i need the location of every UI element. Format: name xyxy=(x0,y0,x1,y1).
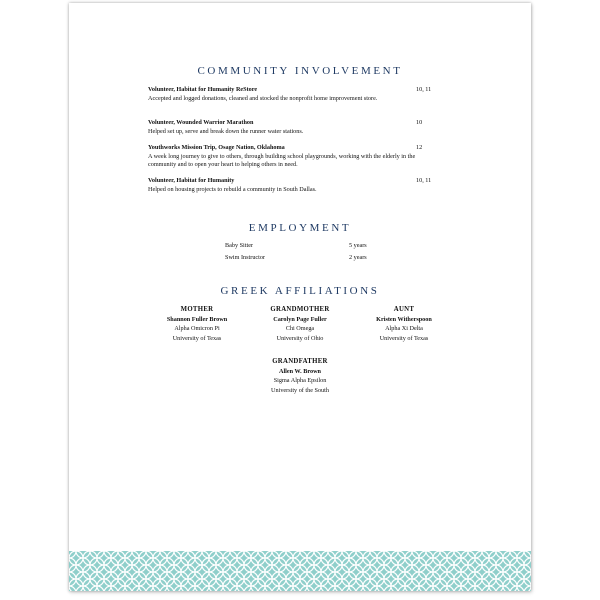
school: University of Texas xyxy=(379,334,429,342)
entry-years: 12 xyxy=(416,144,423,151)
school: University of the South xyxy=(271,386,329,394)
employment-heading: EMPLOYMENT xyxy=(248,222,352,234)
greek-affiliation xyxy=(142,305,252,343)
entry-description: Helped on housing projects to rebuild a community in South Dallas. xyxy=(148,186,317,193)
relation-label: GRANDMOTHER xyxy=(270,306,330,313)
entry-years: 10, 11 xyxy=(416,177,432,184)
relation-label: MOTHER xyxy=(180,306,214,313)
entry-years: 10, 11 xyxy=(416,86,432,93)
community-entry xyxy=(148,144,444,169)
greek-affiliation xyxy=(349,305,459,343)
employment-duration: 2 years xyxy=(349,254,367,261)
entry-title: Volunteer, Habitat for Humanity xyxy=(148,177,235,184)
entry-title: Volunteer, Habitat for Humanity ReStore xyxy=(148,86,258,93)
greek-affiliation xyxy=(245,357,355,395)
decorative-pattern-band xyxy=(69,551,531,591)
employment-job: Swim Instructor xyxy=(225,254,266,261)
entry-title: Youthworks Mission Trip, Osage Nation, Oklahoma xyxy=(148,144,285,151)
pattern-fill xyxy=(69,551,531,591)
greek-affiliation xyxy=(245,305,355,343)
person-name: Kristen Witherspoon xyxy=(376,315,432,323)
entry-years: 10 xyxy=(416,119,423,126)
person-name: Carolyn Page Fuller xyxy=(273,315,327,323)
greek-heading: GREEK AFFILIATIONS xyxy=(220,285,380,297)
community-entry xyxy=(148,86,444,103)
employment-job: Baby Sitter xyxy=(225,242,254,249)
entry-description: Helped set up, serve and break down the runner water stations. xyxy=(148,128,304,135)
entry-description: Accepted and logged donations, cleaned and stocked the nonprofit home improvement store. xyxy=(148,95,378,102)
person-name: Shannon Fuller Brown xyxy=(166,315,228,323)
community-entry xyxy=(148,119,444,136)
organization: Alpha Xi Delta xyxy=(385,325,423,332)
entry-title: Volunteer, Wounded Warrior Marathon xyxy=(148,119,254,126)
community-entry xyxy=(148,177,444,194)
relation-label: AUNT xyxy=(393,306,415,313)
relation-label: GRANDFATHER xyxy=(272,358,328,365)
employment-duration: 5 years xyxy=(349,242,367,249)
entry-description: A week long journey to give to others, through building school playgrounds, working with the elderly in the community and to open your heart to helping others in need. xyxy=(148,153,416,169)
organization: Sigma Alpha Epsilon xyxy=(273,377,327,384)
school: University of Texas xyxy=(172,334,222,342)
organization: Chi Omega xyxy=(285,325,315,332)
community-heading: COMMUNITY INVOLVEMENT xyxy=(197,65,403,77)
school: University of Ohio xyxy=(276,334,324,342)
person-name: Allen W. Brown xyxy=(278,367,321,375)
organization: Alpha Omicron Pi xyxy=(174,325,220,332)
resume-page xyxy=(69,3,531,591)
